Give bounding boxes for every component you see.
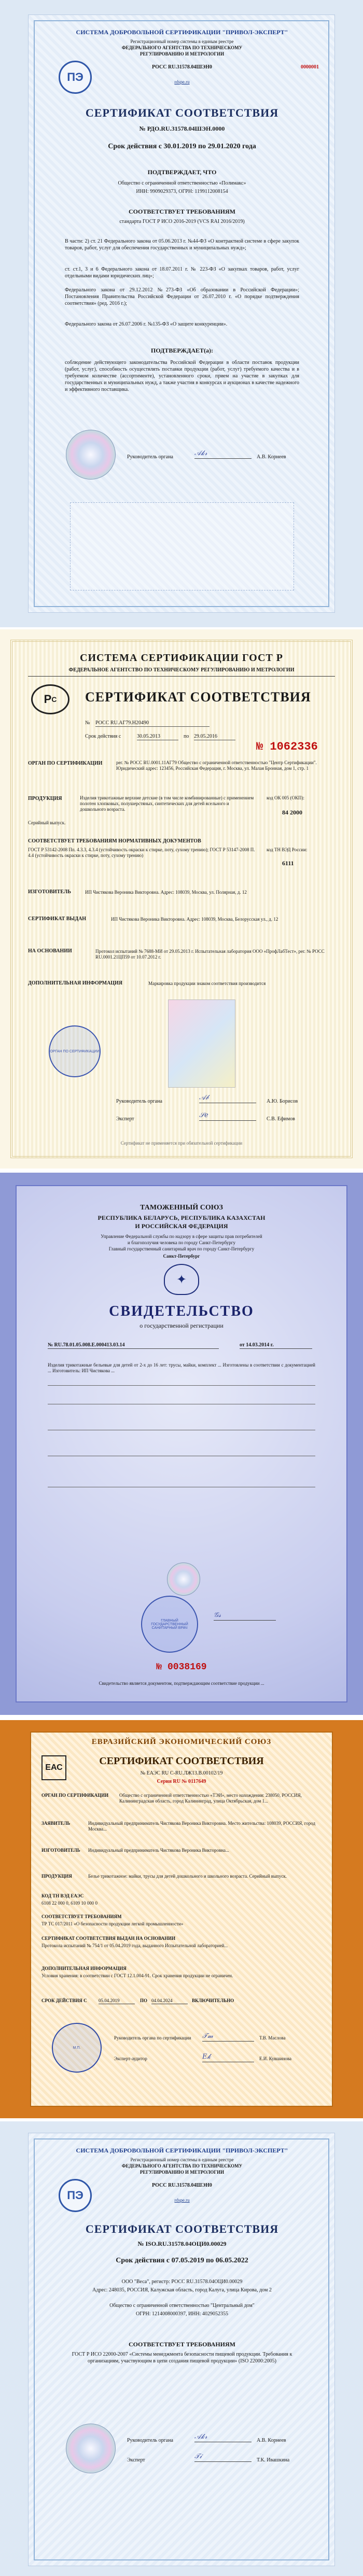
validity-period: Срок действия с 30.01.2019 по 29.01.2020 года xyxy=(108,143,256,150)
certificate-gost-r xyxy=(0,629,363,1169)
agency-name: ФЕДЕРАЛЬНОЕ АГЕНТСТВО ПО ТЕХНИЧЕСКОМУ РЕГУЛИРОВАНИЮ И МЕТРОЛОГИИ xyxy=(68,667,295,673)
head-name: А.Ю. Борисов xyxy=(267,1099,298,1104)
product-text: Изделия трикотажные верхние детские (в том числе комбинированные) с применением полотен хлопковых, полушерстяных, синтетических для детей ясельного и дошкольного возраста. xyxy=(80,795,254,812)
watermark-area xyxy=(70,502,294,590)
divider xyxy=(48,1385,315,1386)
hologram-seal-icon xyxy=(167,1563,200,1596)
union-name: ТАМОЖЕННЫЙ СОЮЗ xyxy=(140,1204,223,1212)
attests-heading: ПОДТВЕРЖДАЕТ(а): xyxy=(150,347,214,354)
applicant-label: ЗАЯВИТЕЛЬ xyxy=(41,1821,71,1826)
blank-number: 0000001 xyxy=(301,64,319,70)
product-label: ПРОДУКЦИЯ xyxy=(28,796,62,801)
certificate-customs-union xyxy=(0,1173,363,1715)
union-name: ЕВРАЗИЙСКИЙ ЭКОНОМИЧЕСКИЙ СОЮЗ xyxy=(91,1738,272,1746)
product-text: Белье трикотажное: майки, трусы для детей дошкольного и школьного возраста. Серийный выпуск. xyxy=(88,1874,287,1879)
term-label: СРОК ДЕЙСТВИЯ С xyxy=(41,1998,87,2003)
basis-text: Протокола испытаний № 754/1 от 05.04.2019 года, выданного Испытательной лабораторией... xyxy=(41,1943,228,1948)
regulation-label: СООТВЕТСТВУЕТ ТРЕБОВАНИЯМ xyxy=(41,1914,122,1919)
registry-line-1: Регистрационный номер системы в единым реестре xyxy=(130,2157,234,2162)
issued-label: СЕРТИФИКАТ ВЫДАН xyxy=(28,916,87,922)
certificate-title: СЕРТИФИКАТ СООТВЕТСТВИЯ xyxy=(85,2222,279,2235)
certificate-voluntary-1 xyxy=(0,0,363,627)
signature-icon: 𝒢𝓈 xyxy=(214,1611,276,1621)
expert-label: Эксперт-аудитор xyxy=(114,2056,147,2061)
manufacturer-label: ИЗГОТОВИТЕЛЬ xyxy=(41,1848,80,1853)
organization-line-1: ООО "Веса", регистр: РОСС RU.31578.04ОЦИ0.00029 xyxy=(121,2279,243,2285)
signer-name: А.В. Корнеев xyxy=(257,2438,286,2443)
signature-icon: 𝒜𝓀𝓇 xyxy=(194,2433,252,2442)
certificate-page xyxy=(16,1185,347,1702)
body-paragraph-3: Федерального закона от 29.12.2012 №273-ФЗ «Об образовании в Российской Федерации»; Постановления Правительства Российской Федерации от 26.07.2010 г. «О порядке подтверждения соответствия» (ред. 2016 г.); xyxy=(65,287,299,306)
code-value: 6108 22 000 0, 6109 10 000 0 xyxy=(41,1901,97,1906)
organization-ids: ИНН: 9909029373, ОГРН: 1199112008154 xyxy=(136,189,228,194)
term-from: 05.04.2019 xyxy=(99,1998,135,2004)
signature-icon: 𝒮𝑒 xyxy=(199,1111,256,1121)
certificate-title: СЕРТИФИКАТ СООТВЕТСТВИЯ xyxy=(85,106,279,119)
city: Санкт-Петербург xyxy=(163,1254,200,1259)
footer-note: Сертификат не применяется при обязательной сертификации xyxy=(120,1141,243,1146)
signature-icon: 𝒜𝒷 xyxy=(199,1094,256,1103)
system-website: rdspe.ru xyxy=(174,2198,190,2203)
registry-line-2: ФЕДЕРАЛЬНОГО АГЕНТСТВА ПО ТЕХНИЧЕСКОМУ xyxy=(121,45,243,50)
extra-info-label: ДОПОЛНИТЕЛЬНАЯ ИНФОРМАЦИЯ xyxy=(28,980,123,986)
organ-stamp-icon: М.П. xyxy=(52,2023,102,2073)
expert-name: Т.К. Ивашкина xyxy=(257,2457,290,2463)
expert-label: Эксперт xyxy=(127,2457,145,2463)
certificate-page xyxy=(10,640,353,1158)
signature-icon: 𝒜𝓀𝓇 xyxy=(194,449,252,459)
system-name: СИСТЕМА ДОБРОВОЛЬНОЙ СЕРТИФИКАЦИИ "ПРИВОЛ-ЭКСПЕРТ" xyxy=(76,2147,288,2154)
hologram-stripe-icon xyxy=(168,1000,235,1088)
head-label: Руководитель органа xyxy=(116,1099,162,1104)
extra-info-text: Маркировка продукции знаком соответствия производится xyxy=(148,981,266,986)
head-label: Руководитель органа по сертификации xyxy=(114,2035,191,2040)
registry-line-3: РЕГУЛИРОВАНИЮ И МЕТРОЛОГИИ xyxy=(139,51,225,57)
number-label: № xyxy=(85,720,90,726)
regulation-value: ТР ТС 017/2011 «О безопасности продукции легкой промышленности» xyxy=(41,1921,184,1926)
blank-serial-number: Серия RU № 0117649 xyxy=(157,1779,206,1784)
comply-heading: СООТВЕТСТВУЕТ ТРЕБОВАНИЯМ xyxy=(129,208,235,215)
organ-text: рег. № РОСС RU.0001.11АГ79 Общество с ограниченной ответственностью "Центр Сертификации". Юридический адрес: 123456, Российская Федерация, г. Москва, ул. Малая Бронная, дом 1, стр. 1 xyxy=(116,760,317,771)
authority-line-3: Главный государственный санитарный врач по городу Санкт-Петербургу xyxy=(108,1246,255,1251)
confirms-heading: ПОДТВЕРЖДАЕТ, ЧТО xyxy=(147,168,217,176)
comply-standard: стандарта ГОСТ Р ИСО 2016-2019 (VCS RAI 2016/2019) xyxy=(119,219,245,224)
product-description: Изделия трикотажные бельевые для детей от 2-х до 16 лет: трусы, майки, комплект ... Изготовлены в соответствии с документацией ... Изготовитель: ИП Чистякова ... xyxy=(48,1362,315,1373)
okp-label: код ОК 005 (ОКП): xyxy=(267,795,304,800)
product-label: ПРОДУКЦИЯ xyxy=(41,1874,72,1879)
term-to-label: ПО xyxy=(140,1998,148,2003)
registry-line-2: ФЕДЕРАЛЬНОГО АГЕНТСТВА ПО ТЕХНИЧЕСКОМУ xyxy=(121,2163,243,2169)
term-to: 04.04.2024 xyxy=(151,1998,188,2004)
body-paragraph-1: В части: 2) ст. 21 Федерального закона от 05.06.2013 г. №44-ФЗ «О контрактной системе в сфере закупок товаров, работ, услуг для обеспечения государственных и муниципальных нужд»; xyxy=(65,238,299,251)
certificate-title: СЕРТИФИКАТ СООТВЕТСТВИЯ xyxy=(99,1755,264,1767)
certificate-number: № РДО.RU.31578.04ШЭН.0000 xyxy=(139,125,225,132)
system-logo-icon: ПЭ xyxy=(59,61,92,94)
okp-value: 84 2000 xyxy=(282,809,302,816)
expert-name: Е.И. Кувшинова xyxy=(259,2056,292,2061)
certificate-page xyxy=(30,1732,333,2107)
manufacturer-text: ИП Чистякова Вероника Викторовна. Адрес: 108039, Москва, ул. Полярная, д. 12 xyxy=(85,890,247,895)
signer-label: Руководитель органа xyxy=(127,454,173,460)
extra-info-text: Условия хранения: в соответствии с ГОСТ 12.1.004-91. Срок хранения продукции не ограничен. xyxy=(41,1973,233,1978)
hologram-seal-icon xyxy=(66,430,116,480)
signature-icon: 𝒯𝓂 xyxy=(202,2032,254,2042)
signer-label: Руководитель органа xyxy=(127,2438,173,2443)
registry-line-3: РЕГУЛИРОВАНИЮ И МЕТРОЛОГИИ xyxy=(139,2170,225,2175)
system-name: СИСТЕМА СЕРТИФИКАЦИИ ГОСТ Р xyxy=(80,652,283,664)
term-to-label: по xyxy=(184,734,189,739)
certificate-eaeu xyxy=(0,1720,363,2118)
system-name: СИСТЕМА ДОБРОВОЛЬНОЙ СЕРТИФИКАЦИИ "ПРИВОЛ-ЭКСПЕРТ" xyxy=(76,29,288,36)
manufacturer-text: Индивидуальный предприниматель Чистякова Вероника Викторовна... xyxy=(88,1848,229,1853)
signer-name: А.В. Корнеев xyxy=(257,454,286,460)
authority-line-2: и благополучия человека по городу Санкт-Петербургу xyxy=(128,1240,235,1245)
validity-period: Срок действия с 07.05.2019 по 06.05.2022 xyxy=(116,2257,248,2264)
footer-note: Свидетельство является документом, подтверждающим соответствие продукции ... xyxy=(99,1681,264,1686)
expert-name: С.В. Ефимов xyxy=(267,1116,295,1122)
system-logo-icon: ПЭ xyxy=(59,2179,92,2212)
blank-serial-number: № 1062336 xyxy=(256,740,318,753)
extra-info-label: ДОПОЛНИТЕЛЬНАЯ ИНФОРМАЦИЯ xyxy=(41,1966,127,1971)
tnved-label: код ТН ВЭД России: xyxy=(267,847,308,852)
tnved-value: 6111 xyxy=(282,860,294,867)
product-extra: Серийный выпуск. xyxy=(28,820,66,825)
organization-name: Общество с ограниченной ответственностью «Полимакс» xyxy=(118,180,246,186)
authority-line-1: Управление Федеральной службы по надзору в сфере защиты прав потребителей xyxy=(101,1234,262,1239)
organ-stamp-icon: ОРГАН ПО СЕРТИФИКАЦИИ xyxy=(49,1025,101,1077)
registration-number: № RU.78.01.05.008.Е.000413.03.14 xyxy=(48,1342,219,1349)
certificate-page xyxy=(28,2133,335,2566)
organ-label: ОРГАН ПО СЕРТИФИКАЦИИ xyxy=(41,1793,109,1798)
member-states: РЕСПУБЛИКА БЕЛАРУСЬ, РЕСПУБЛИКА КАЗАХСТАН xyxy=(97,1214,266,1221)
attests-body: соблюдение действующего законодательства Российской Федерации в области поставок продукции (работ, услуг), способность осуществлять поставки продукции (работ, услуг) требуемого качества и в требуемом количестве (ассортименте), установленного сроки, прием на участие в закупках для государственных и муниципальных нужд, а также участия в конкурсах и аукционах в качестве надежного и эффективного поставщика. xyxy=(65,360,299,392)
requirements-label: СООТВЕТСТВУЕТ ТРЕБОВАНИЯМ НОРМАТИВНЫХ ДОКУМЕНТОВ xyxy=(28,838,201,844)
registration-date: от 14.03.2014 г. xyxy=(240,1342,312,1349)
signature-icon: 𝐸𝓀 xyxy=(202,2053,254,2062)
signature-icon: 𝒯𝒾 xyxy=(194,2453,252,2462)
divider xyxy=(28,676,335,677)
issued-text: ИП Чистякова Вероника Викторовна. Адрес: 108039, Москва, Белорусская ул., д. 12 xyxy=(111,917,278,922)
body-paragraph-4: Федерального закона от 26.07.2006 г. №135-ФЗ «О защите конкуренции». xyxy=(65,321,228,327)
body-paragraph-2: ст. ст.1, 3 и 6 Федерального закона от 18.07.2011 г. № 223-ФЗ «О закупках товаров, работ, услуг отдельными видами юридических лиц»; xyxy=(65,266,299,279)
member-states-2: И РОССИЙСКАЯ ФЕДЕРАЦИЯ xyxy=(135,1222,228,1230)
organization-line-4: ОГРН: 1214008000397, ИНН: 4029052355 xyxy=(135,2311,228,2317)
term-label: Срок действия с xyxy=(85,734,121,739)
organization-line-2: Адрес: 248035, РОССИЯ, Калужская область, город Калуга, улица Кирова, дом 2 xyxy=(92,2287,272,2293)
registry-number: РОСС RU.31578.04ШЭН0 xyxy=(152,64,212,70)
basis-text: Протокол испытаний № 7688-МИ от 29.05.2013 г. Испытательная лаборатория ООО «ПрофЛабТест», рег. № РОСС RU.0001.21ЦП59 от 10.07.2012 г. xyxy=(95,949,325,960)
applicant-text: Индивидуальный предприниматель Чистякова Вероника Викторовна. Место жительства: 108039, РОССИЯ, город Москва... xyxy=(88,1821,316,1832)
term-from: 30.05.2013 xyxy=(137,733,178,740)
organization-line-3: Общество с ограниченной ответственностью "Центральный дом" xyxy=(109,2303,255,2308)
registry-number: РОСС RU.31578.04ШЭН0 xyxy=(152,2183,212,2188)
gost-r-mark-icon: Р С xyxy=(31,684,69,714)
term-to: 29.05.2016 xyxy=(194,733,235,740)
registry-line-1: Регистрационный номер системы в единым реестре xyxy=(130,39,234,44)
certificate-subtitle: о государственной регистрации xyxy=(139,1322,224,1329)
basis-label: СЕРТИФИКАТ СООТВЕТСТВИЯ ВЫДАН НА ОСНОВАНИИ xyxy=(41,1936,176,1941)
certificate-number: № ЕАЭС RU С-RU.ЛЖ13.В.00102/19 xyxy=(140,1770,223,1776)
authority-stamp-icon: ГЛАВНЫЙ ГОСУДАРСТВЕННЫЙ САНИТАРНЫЙ ВРАЧ xyxy=(141,1596,198,1653)
hologram-seal-icon xyxy=(66,2424,116,2473)
organ-label: ОРГАН ПО СЕРТИФИКАЦИИ xyxy=(28,761,103,766)
head-name: Т.В. Маслова xyxy=(259,2035,286,2040)
comply-heading: СООТВЕТСТВУЕТ ТРЕБОВАНИЯМ xyxy=(129,2341,235,2348)
code-label: КОД ТН ВЭД ЕАЭС xyxy=(41,1893,84,1898)
comply-body: ГОСТ Р ИСО 22000-2007 «Системы менеджмента безопасности пищевой продукции. Требования к организациям, участвующим в цепи создания пищевой продукции» (ISO 22000:2005) xyxy=(72,2352,292,2364)
certificate-page xyxy=(28,15,335,613)
certificate-number: РОСС RU.АГ79.Н20490 xyxy=(95,720,210,727)
blank-serial-number: № 0038169 xyxy=(156,1662,207,1672)
term-inclusive: ВКЛЮЧИТЕЛЬНО xyxy=(192,1998,234,2003)
basis-label: НА ОСНОВАНИИ xyxy=(28,948,72,954)
requirements-text: ГОСТ Р 53142-2008 Пп. 4.3.3, 4.3.4 (устойчивость окраски к стирке, поту, сухому трению); ГОСТ Р 53147-2008 П. 4.4 (устойчивость окраски к стирке, поту, сухому трению) xyxy=(28,847,255,858)
certificate-number: № ISO.RU.31578.04ОЦИ0.00029 xyxy=(137,2240,227,2247)
certificate-voluntary-2 xyxy=(0,2121,363,2576)
system-website: rdspe.ru xyxy=(174,79,190,85)
manufacturer-label: ИЗГОТОВИТЕЛЬ xyxy=(28,889,71,895)
eac-mark-icon: ЕАС xyxy=(41,1755,66,1780)
certificate-title: СЕРТИФИКАТ СООТВЕТСТВИЯ xyxy=(85,689,311,705)
certificate-title: СВИДЕТЕЛЬСТВО xyxy=(109,1303,254,1319)
emblem-icon: ✦ xyxy=(164,1264,199,1295)
expert-label: Эксперт xyxy=(116,1116,134,1122)
organ-text: Общество с ограниченной ответственностью «ТЭИ», место нахождения: 238050, РОССИЯ, Калининградская область, город Калининград, улица Октябрьская, дом 1... xyxy=(119,1793,302,1804)
